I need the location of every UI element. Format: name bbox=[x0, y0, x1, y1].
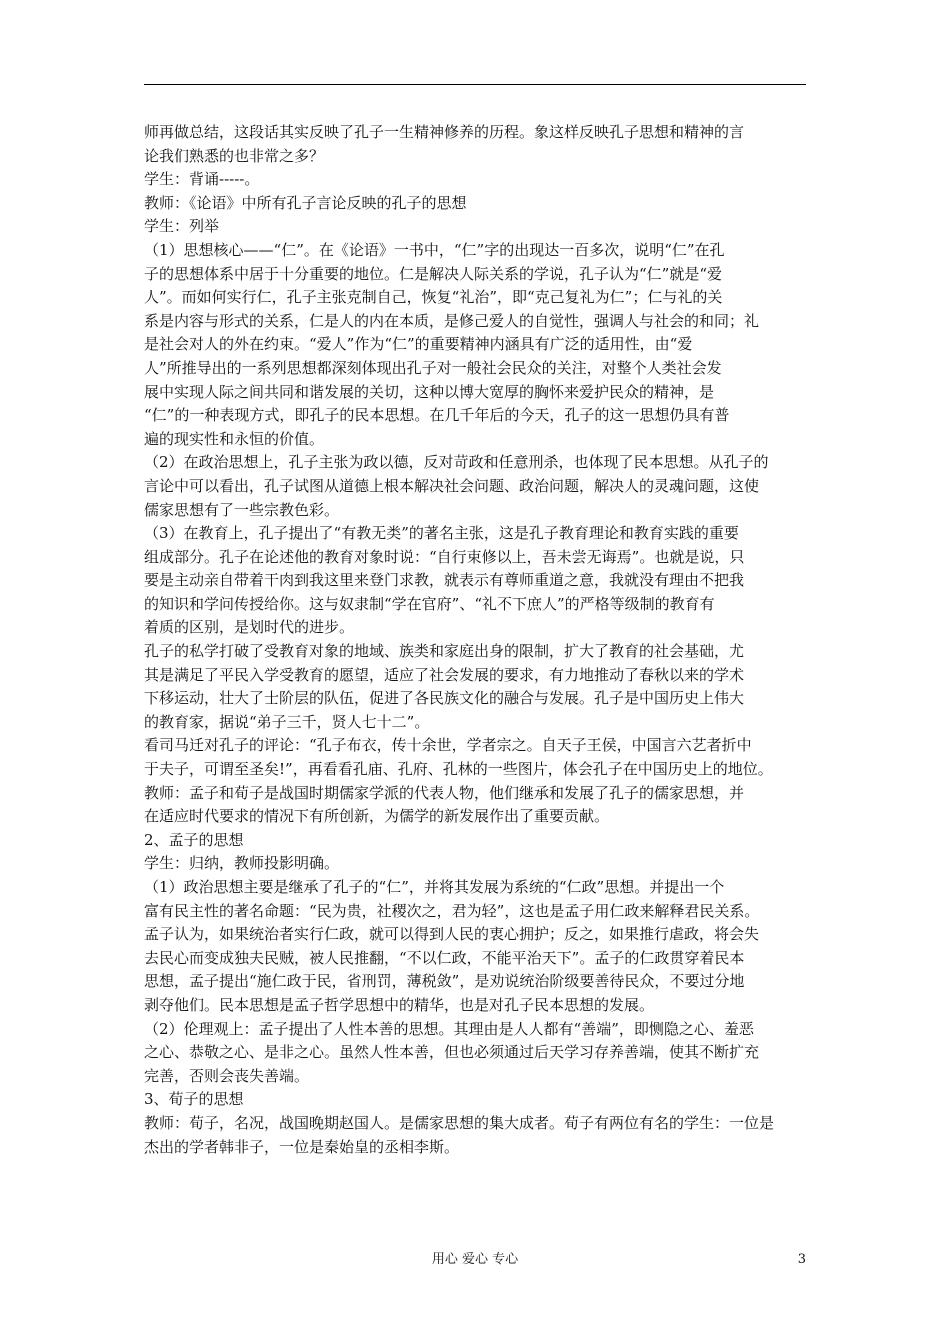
text-line: （2）在政治思想上，孔子主张为政以德，反对苛政和任意刑杀，也体现了民本思想。从孔子的 bbox=[144, 453, 769, 472]
text-line: 去民心而变成独夫民贼，被人民推翻，“不以仁政，不能平治天下”。孟子的仁政贯穿着民本 bbox=[144, 948, 745, 967]
text-line: 遍的现实性和永恒的价值。 bbox=[144, 429, 325, 448]
header-rule bbox=[144, 84, 806, 85]
text-line: 于夫子，可谓至圣矣!”，再看看孔庙、孔府、孔林的一些图片，体会孔子在中国历史上的地位。 bbox=[144, 760, 773, 779]
text-line: 杰出的学者韩非子，一位是秦始皇的丞相李斯。 bbox=[144, 1137, 460, 1156]
text-line: （1）思想核心——“仁”。在《论语》一书中，“仁”字的出现达一百多次，说明“仁”在孔 bbox=[144, 240, 725, 259]
text-line: 是社会对人的外在约束。“爱人”作为“仁”的重要精神内涵具有广泛的适用性，由“爱 bbox=[144, 335, 693, 354]
text-line: 言论中可以看出，孔子试图从道德上根本解决社会问题、政治问题，解决人的灵魂问题，这使 bbox=[144, 476, 760, 495]
text-line: 展中实现人际之间共同和谐发展的关切，这种以博大宽厚的胸怀来爱护民众的精神，是 bbox=[144, 382, 715, 401]
text-line: 组成部分。孔子在论述他的教育对象时说：“自行束修以上，吾未尝无诲焉”。也就是说，只 bbox=[144, 547, 745, 566]
text-line: 系是内容与形式的关系，仁是人的内在本质，是修己爱人的自觉性，强调人与社会的和同；礼 bbox=[144, 311, 760, 330]
text-line: 其是满足了平民入学受教育的愿望，适应了社会发展的要求，有力地推动了春秋以来的学术 bbox=[144, 665, 745, 684]
document-body bbox=[144, 121, 806, 1159]
text-line: 剥夺他们。民本思想是孟子哲学思想中的精华，也是对孔子民本思想的发展。 bbox=[144, 995, 655, 1014]
text-line: 儒家思想有了一些宗教色彩。 bbox=[144, 500, 340, 519]
text-line: 学生：背诵-----。 bbox=[144, 170, 260, 189]
text-line: 在适应时代要求的情况下有所创新，为儒学的新发展作出了重要贡献。 bbox=[144, 807, 610, 826]
text-line: 2、孟子的思想 bbox=[144, 830, 244, 849]
text-line: 人”所推导出的一系列思想都深刻体现出孔子对一般社会民众的关注，对整个人类社会发 bbox=[144, 358, 722, 377]
text-line: 要是主动亲自带着干肉到我这里来登门求教，就表示有尊师重道之意，我就没有理由不把我 bbox=[144, 571, 745, 590]
text-line: （3）在教育上，孔子提出了“有教无类”的著名主张，这是孔子教育理论和教育实践的重要 bbox=[144, 524, 739, 543]
text-line: 之心、恭敬之心、是非之心。虽然人性本善，但也必须通过后天学习存养善端，使其不断扩充 bbox=[144, 1043, 760, 1062]
text-line: 孟子认为，如果统治者实行仁政，就可以得到人民的衷心拥护；反之，如果推行虐政，将会失 bbox=[144, 925, 760, 944]
text-line: 学生：归纳，教师投影明确。 bbox=[144, 854, 340, 873]
text-line: 学生：列举 bbox=[144, 217, 220, 236]
text-line: 教师：荀子，名况，战国晚期赵国人。是儒家思想的集大成者。荀子有两位有名的学生：一位是 bbox=[144, 1113, 775, 1132]
text-line: 人”。而如何实行仁，孔子主张克制自己，恢复“礼治”，即“克己复礼为仁”；仁与礼的关 bbox=[144, 288, 723, 307]
text-line: 师再做总结，这段话其实反映了孔子一生精神修养的历程。象这样反映孔子思想和精神的言 bbox=[144, 123, 745, 141]
text-line: 论我们熟悉的也非常之多？ bbox=[144, 146, 325, 165]
text-line: 着质的区别，是划时代的进步。 bbox=[144, 618, 355, 637]
text-line: 子的思想体系中居于十分重要的地位。仁是解决人际关系的学说，孔子认为“仁”就是“爱 bbox=[144, 264, 723, 283]
text-line: 思想，孟子提出“施仁政于民，省刑罚，薄税敛”，是劝说统治阶级要善待民众，不要过分地 bbox=[144, 972, 745, 991]
text-line: 富有民主性的著名命题：“民为贵，社稷次之，君为轻”，这也是孟子用仁政来解释君民关系。 bbox=[144, 901, 760, 920]
footer-text: 用心 爱心 专心 bbox=[431, 1252, 519, 1267]
text-line: 的教育家，据说“弟子三千，贤人七十二”。 bbox=[144, 712, 430, 731]
text-line: 孔子的私学打破了受教育对象的地域、族类和家庭出身的限制，扩大了教育的社会基础，尤 bbox=[144, 642, 745, 661]
text-line: （2）伦理观上：孟子提出了人性本善的思想。其理由是人人都有“善端”，即恻隐之心、羞恶 bbox=[144, 1019, 754, 1038]
text-line: 教师：《论语》中所有孔子言论反映的孔子的思想 bbox=[144, 193, 467, 212]
text-line: “仁”的一种表现方式，即孔子的民本思想。在几千年后的今天，孔子的这一思想仍具有普 bbox=[144, 406, 730, 425]
text-line: 教师：孟子和荀子是战国时期儒家学派的代表人物，他们继承和发展了孔子的儒家思想，并 bbox=[144, 783, 745, 802]
text-line: （1）政治思想主要是继承了孔子的“仁”，并将其发展为系统的“仁政”思想。并提出一个 bbox=[144, 878, 725, 896]
text-line: 3、荀子的思想 bbox=[144, 1090, 244, 1109]
text-line: 看司马迁对孔子的评论：“孔子布衣，传十余世，学者宗之。自天子王侯，中国言六艺者折中 bbox=[144, 736, 752, 755]
text-line: 下移运动，壮大了士阶层的队伍，促进了各民族文化的融合与发展。孔子是中国历史上伟大 bbox=[144, 689, 745, 708]
text-line: 完善，否则会丧失善端。 bbox=[144, 1066, 310, 1085]
text-line: 的知识和学问传授给你。这与奴隶制“学在官府”、“礼不下庶人”的严格等级制的教育有 bbox=[144, 594, 715, 613]
page-number: 3 bbox=[797, 1252, 806, 1267]
